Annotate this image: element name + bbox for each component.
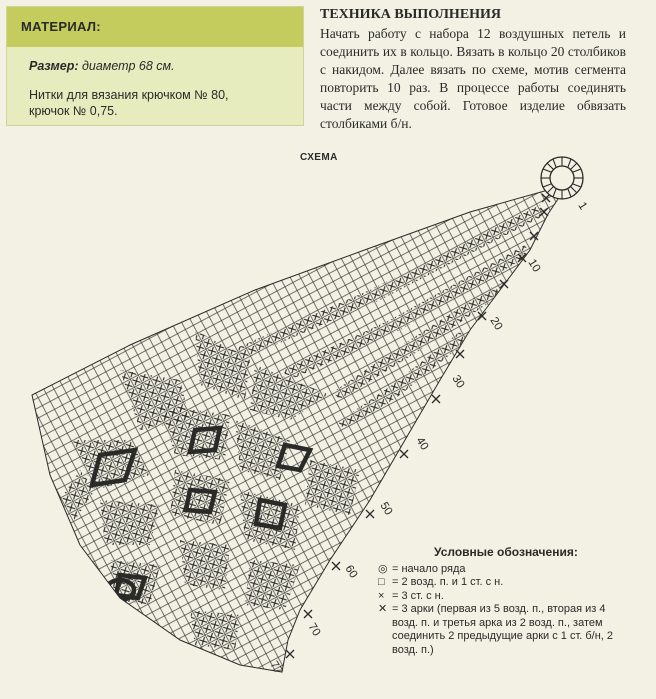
scheme-title: СХЕМА (300, 152, 338, 163)
legend-item: ◎ = начало ряда (378, 562, 466, 575)
thread-line-2: крючок № 0,75. (29, 104, 118, 118)
legend (378, 546, 618, 657)
row-number: 20 (487, 315, 505, 333)
row-number: 1 (575, 200, 590, 213)
thread-line-1: Нитки для вязания крючком № 80, (29, 88, 229, 102)
row-number: 60 (342, 563, 360, 581)
row-number: 40 (413, 435, 431, 453)
row-number: 10 (525, 257, 543, 275)
legend-item: □ = 2 возд. п. и 1 ст. с н. (378, 576, 504, 588)
triple-arch-icon: ✕ (378, 603, 388, 615)
cross-icon: × (378, 589, 385, 602)
square-icon: □ (378, 576, 385, 588)
technique-body: Начать работу с набора 12 воздушных петель и соединить их в кольцо. Вязать в кольцо 20 столбиков с накидом. Далее вязать по схеме, мотив сегмента повторить 10 раз. В процессе работы соединять части между собой. Готовое изделие обвязать столбиками б/н. (320, 26, 626, 131)
start-ring (541, 157, 583, 199)
legend-title: Условные обозначения: (434, 545, 578, 559)
size-value: диаметр 68 см. (81, 59, 175, 73)
size-label: Размер: (29, 59, 79, 73)
row-number: 30 (449, 373, 467, 391)
ring-start-icon: ◎ (378, 562, 388, 575)
material-heading: МАТЕРИАЛ: (7, 7, 303, 47)
legend-item: × = 3 ст. с н. (378, 589, 444, 602)
technique-title: ТЕХНИКА ВЫПОЛНЕНИЯ (320, 7, 502, 22)
row-number: 70 (305, 621, 323, 639)
legend-item: ✕ = 3 арки (первая из 5 возд. п., вторая из 4 возд. п. и третья арка из 2 возд. п., затем соединить 2 предыдущие арки с 1 ст. б/н, 2 возд. п.) (378, 603, 614, 656)
row-number: 50 (377, 500, 395, 518)
row-number: 77 (267, 659, 285, 677)
